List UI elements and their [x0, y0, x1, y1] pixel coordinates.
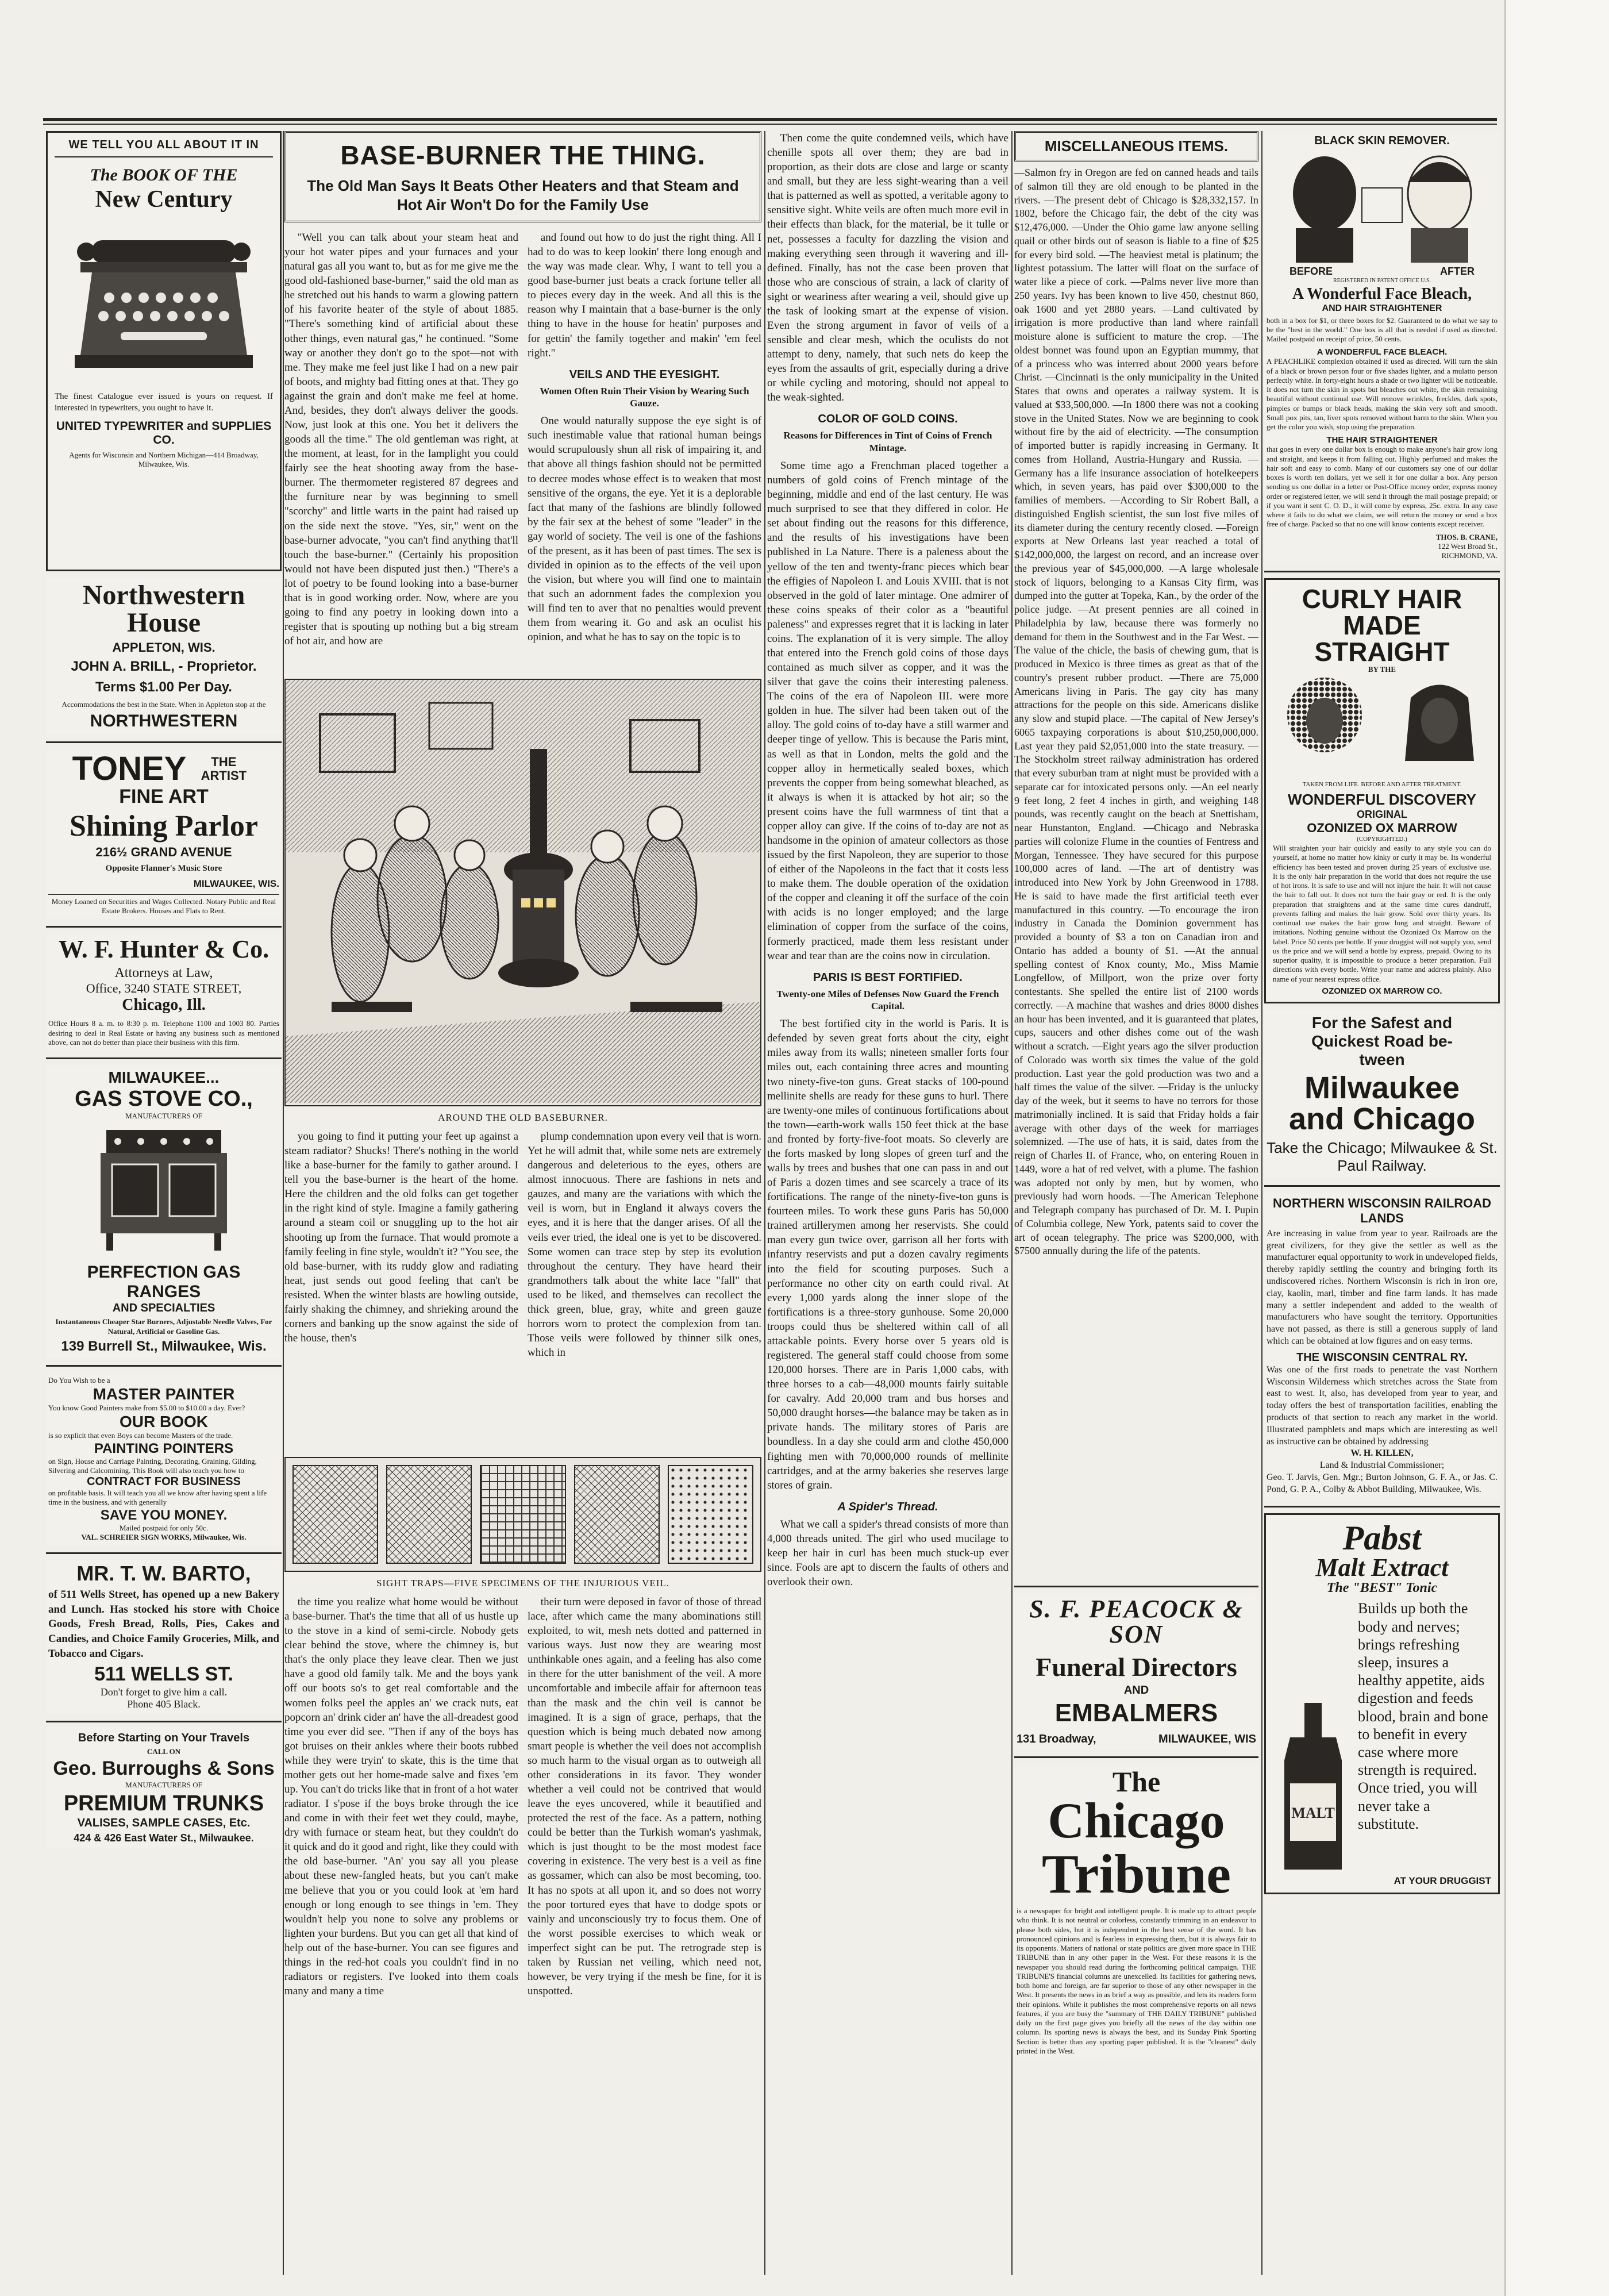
misc-title: MISCELLANEOUS ITEMS.	[1044, 137, 1229, 155]
baseburner-illustration	[284, 679, 761, 1106]
tribune-ad	[1014, 1764, 1258, 2059]
burroughs-intro: Before Starting on Your Travels	[78, 1732, 250, 1745]
bleach-title: BLACK SKIN REMOVER.	[1314, 134, 1450, 147]
family-scene-illustration	[286, 680, 760, 1103]
painter-book: OUR BOOK	[120, 1413, 208, 1431]
railway-line-1: For the Safest and	[1311, 1013, 1453, 1032]
hotel-city: APPLETON, WIS.	[112, 640, 215, 655]
column-1	[46, 131, 282, 2275]
bleach-before: BEFORE	[1289, 266, 1333, 277]
veils-deck: Women Often Ruin Their Vision by Wearing Such Gauze.	[540, 385, 749, 409]
typewriter-icon	[69, 217, 259, 384]
northern-title: NORTHERN WISCONSIN RAILROAD LANDS	[1272, 1195, 1492, 1225]
tribune-text: is a newspaper for bright and intelligent people. It is made up to attract people who think. It is not neutral or colorless, constantly trimming in an endeavor to please both sides, but it is independent in the best sense of the word. It has pronounced opinions and is fearless in expressing them, but it is always fair to its opponents. Matters of national or state politics are given more space in THE TRIBUNE than in any other paper in the West. For these reasons it is the newspaper you should read during the forthcoming political campaign. THE TRIBUNE'S financial columns are unexcelled. Its facilities for gathering news, both home and foreign, are far superior to those of any other newspaper in the West. It presents the news in as brief a way as possible, and lets its readers form their opinions. While it publishes the most comprehensive reports on all news features, if you are busy the "summary of THE DAILY TRIBUNE" published daily on the first page gives you briefly all the news of the day within one column. Its sporting news is always the best, and its Sunday Pink Sporting Section is better than any sporting paper published. It is the "cleanest" daily printed in the West.	[1017, 1906, 1256, 2055]
tribune-name-1: Chicago	[1048, 1793, 1225, 1849]
curly-text: Will straighten your hair quickly and easily to any style you can do yourself, at home no matter how kinky or curly it may be. Its wonderful efficiency has been tested and proven during 25 years of exclusive use. It is the only hair preparation in the world that does not require the use of hot irons. It is safe to use and will not injure the hair. It will not cause the hair to fall out. It does not turn the hair gray or red. It is the only preparation that straightens and at the same time cures dandruff, prevents falling and makes the hair grow. Sold over thirty years. Its continual use makes the hair grow long and straight. Beware of imitations. Nothing genuine without the Ozonized Ox Marrow on the label. Price 50 cents per bottle. If your druggist will not supply you, send us the price and we will send a bottle by express, prepaid. Owing to its superior quality, it is impossible to produce a better preparation. Full directions with every bottle. Write your name and address plainly. Also name of your nearest express office.	[1273, 844, 1491, 983]
pabst-ad	[1264, 1513, 1500, 1894]
paris-deck: Twenty-one Miles of Defenses Now Guard the French Capital.	[776, 988, 999, 1012]
article-top-block	[284, 230, 761, 673]
northern-sign-3: Geo. T. Jarvis, Gen. Mgr.; Burton Johnson, G. F. A., or Jas. C. Pond, G. P. A., Colby & Abbot Building, Milwaukee, Wis.	[1267, 1472, 1498, 1494]
burroughs-manuf: MANUFACTURERS OF	[125, 1780, 202, 1790]
gas-range-icon	[89, 1124, 238, 1256]
column-rule	[1011, 131, 1013, 2275]
gas-stove-ad	[46, 1065, 282, 1358]
railway-city-1: Milwaukee	[1304, 1070, 1460, 1105]
curly-title-2: MADE STRAIGHT	[1314, 610, 1450, 667]
pabst-name-2: Malt Extract	[1315, 1553, 1449, 1582]
pabst-name-1: Pabst	[1342, 1519, 1422, 1557]
veil-specimen	[292, 1465, 378, 1564]
curly-headline: WONDERFUL DISCOVERY	[1288, 791, 1476, 809]
ad-company: UNITED TYPEWRITER and SUPPLIES CO.	[56, 420, 272, 447]
railway-line-3: tween	[1359, 1050, 1405, 1068]
hotel-note: Accommodations the best in the State. When in Appleton stop at the	[61, 700, 266, 709]
hunter-office: Office, 3240 STATE STREET,	[86, 981, 242, 996]
toney-name: TONEY	[72, 750, 187, 788]
veils-text: plump condemnation upon every veil that is worn. Yet he will admit that, while some nets are extremely dangerous and deleterious to the eyes, others are almost innocuous. There are fashions in nets and gauzes, and many are the variations with which the veil is worn, but in England it always covers the eyes, and it is here that the danger arises. Of all the veils ever tried, the ideal one is yet to be discovered. Some women can trace step by step its evolution throughout the century. They have heard their grandmothers talk about the white lace "fall" that used to be liked, and themselves can recollect the thick green, blue, gray, white and green gauze horrors worn to protect the complexion from tan. Those veils were followed by thinner silk ones, which in	[528, 1130, 761, 1359]
ad-body: The finest Catalogue ever issued is yours on request. If interested in typewriters, you ought to have it.	[55, 392, 273, 413]
painter-save: SAVE YOU MONEY.	[100, 1507, 228, 1523]
peacock-line-2: EMBALMERS	[1054, 1699, 1218, 1727]
toney-fine-art: FINE ART	[119, 786, 209, 808]
pabst-tonic: The "BEST" Tonic	[1326, 1580, 1438, 1596]
bleach-text-2: A PEACHLIKE complexion obtained if used as directed. Will turn the skin of a black or brown person four or five shades lighter, and a mulatto person perfectly white. In forty-eight hours a shade or two lighter will be noticeable. It does not turn the skin in spots but bleaches out white, the skin remaining beautiful without continual use. Will remove wrinkles, freckles, dark spots, pimples or bumps or black heads, making the skin very soft and smooth. Small pox pits, tan, liver spots removed without harm to the skin. When you get the color you wish, stop using the preparation.	[1267, 357, 1498, 431]
article-middle-block	[284, 1129, 761, 1451]
barto-ad	[46, 1560, 282, 1714]
ad-book-title: The BOOK OF THE	[90, 166, 238, 184]
column-rule	[1261, 131, 1262, 2275]
peacock-line-1: Funeral Directors	[1036, 1652, 1237, 1682]
toney-opposite: Opposite Flanner's Music Store	[105, 864, 222, 874]
paris-text: The best fortified city in the world is Paris. It is defended by seven great forts about the city, eight miles away from its walls; nineteen smaller forts four miles out, each containing three acres and mounting two ninety-five-ton guns. Great stacks of 100-pound mellinite shells are ready for these guns to hurl. There are twenty-one miles of continuous fortifications about the town—earth-work walls 150 feet thick at the base and fronted by forty-five-foot moats. So cleverly are the forts masked by long slopes of green turf and the walls by trees and bushes that one can pass in and out of Paris a dozen times and see scarcely a trace of its fortifications. The range of the ninety-five-ton guns is fourteen miles. To work these guns Paris has 50,000 trained artillerymen among her reservists. She could man every gun twice over, garrison all her forts with infantry reservists and put a dozen cavalry regiments into the field for scouting purposes. Such a performance no other city on earth could rival. At every 1,000 yards along the inner slope of the fortifications is a three-story gunhouse. Some 20,000 troops could thus be sheltered within call of all attackable points. Every horse over 5 years old is registered. The general staff could choose from some 120,000 horses. There are in Paris 1,000 cabs, with three horses to a cab—48,000 mounts fairly suitable for cavalry. Add 20,000 tram and bus horses and 50,000 draught horses—the balance may be taken as in private hands. The military stores of Paris are boundless. In a day she could arm and clothe 450,000 fighting men with 70,000,000 rounds of mellinite cartridges, and at the army bakeries she reserves large stores of grain.	[767, 1018, 1008, 1491]
hair-portrait-icon	[1279, 675, 1485, 778]
painter-mailed: Mailed postpaid for only 50c.	[119, 1523, 209, 1532]
veils-text: their turn were deposed in favor of those of thread lace, after which came the many abominations still exploited, to wit, mesh nets dotted and patterned in various ways. Just now they are wearing most unthinkable ones again, and a feeling has also come in there for the utter banishment of the veil. A more uncomfortable and imbecile affair for afternoon teas than the mask and the chin veil is cannot be imagined. It is a sign of grace, perhaps, that the question which is being much debated now among smart people is whether the veil does not accomplish so much harm to the visual organ as to outweigh all other considerations in its favor. They wonder whether a veil could not be contrived that would leave the eyes uncovered, while it beautified and protected the rest of the face. As a pattern, nothing could be better than the Turkish woman's yashmak, which is just thought to be the most modest face covering in existence. The very best is a veil as fine as gossamer, which can also be most becoming, too. It has no spots at all upon it, and so does not worry the poor tortured eyes that have to dodge spots or vainly and unconsciously try to focus them. One of the worst possible exercises to which weak or imperfect sight can be put. The retrograde step is taken by Russian net veiling, which need not, however, be very trying if the mesh be fine, for it is unspotted.	[528, 1596, 761, 1998]
railway-ad	[1264, 1010, 1500, 1178]
article-headline-box	[284, 131, 761, 222]
bleach-registered: REGISTERED IN PATENT OFFICE U.S.	[1333, 278, 1431, 284]
peacock-name: S. F. PEACOCK & SON	[1029, 1595, 1244, 1648]
painter-text-4: on profitable basis. It will teach you all we know after having spent a life time in the business, and with generally	[48, 1489, 267, 1507]
northern-lands-ad	[1264, 1193, 1500, 1499]
gold-coins-title: COLOR OF GOLD COINS.	[818, 413, 958, 426]
misc-items-block	[1014, 166, 1258, 1580]
barto-line-1: Don't forget to give him a call.	[100, 1686, 228, 1698]
peacock-city: MILWAUKEE, WIS	[1158, 1733, 1256, 1745]
bleach-headline: A Wonderful Face Bleach,	[1292, 284, 1472, 303]
column-rule	[283, 131, 284, 2275]
column-5	[1264, 131, 1500, 2275]
before-after-portrait-icon	[1273, 148, 1491, 263]
stove-title-1: MILWAUKEE...	[108, 1068, 220, 1086]
column-4	[1014, 131, 1258, 2275]
ad-agents: Agents for Wisconsin and Northern Michigan—414 Broadway, Milwaukee, Wis.	[69, 451, 259, 469]
northern-sign-2: Land & Industrial Commissioner;	[1319, 1460, 1445, 1471]
bleach-title-3: THE HAIR STRAIGHTENER	[1326, 435, 1438, 445]
railway-line-2: Quickest Road be-	[1311, 1032, 1453, 1050]
veil-specimen	[480, 1465, 565, 1564]
burroughs-address: 424 & 426 East Water St., Milwaukee.	[74, 1832, 254, 1844]
barto-name: MR. T. W. BARTO,	[76, 1562, 251, 1585]
column-3	[767, 131, 1008, 2275]
northwestern-house-ad	[46, 578, 282, 734]
northern-central: THE WISCONSIN CENTRAL RY.	[1296, 1351, 1468, 1364]
article-text: you going to find it putting your feet up against a steam radiator? Shucks! There's nothing in the world like a base-burner for the family to gather around. I tell you the base-burner is the heart of the home. Here the children and the old folks can get together in the right kind of style. Imagine a family gathering around a steam coil or snuggling up to the hot air shooting up from the furnace. That would promote a family feeling in fine style, wouldn't it? "You see, the old base-burner, with its ruddy glow and radiating heat, just sends out good feeling that can't be resisted. When the winter blasts are howling outside, fairly shaking the chimney, and shrieking around the corners and banking up the snow against the side of the house, then's	[284, 1130, 518, 1345]
painter-sign: VAL. SCHREIER SIGN WORKS, Milwaukee, Wis.	[81, 1532, 247, 1541]
painter-pointers: PAINTING POINTERS	[94, 1440, 234, 1456]
veils-text: One would naturally suppose the eye sight is of such inestimable value that rational human beings would scrupulously shun all risk of impairing it, and that above all things fashion should not be permitted to decree modes whose effect is to weaken that most sensitive of the organs, the eye. Yet it is a deplorable fact that many of the fashions are blindly followed by the fair sex at the behest of some "leader" in the gay world of society. The veil is one of the fashions of the present, as it has been of past times. The sex is divided in opinion as to the effects of the veil upon the vision, but where you will find one to maintain that such an adornment fades the complexion you will find ten to aver that no penalties would prevent them from wearing it. Go and ask an oculist his opinion, and what he has to say on the topic is to	[528, 415, 761, 644]
stove-product: PERFECTION GAS RANGES	[87, 1263, 241, 1302]
curly-address: OZONIZED OX MARROW CO.	[1322, 986, 1442, 996]
column-2	[284, 131, 761, 2275]
barto-line-2: Phone 405 Black.	[127, 1698, 201, 1710]
painter-ad	[46, 1372, 282, 1545]
burroughs-line: VALISES, SAMPLE CASES, Etc.	[77, 1816, 251, 1829]
burroughs-call: CALL ON	[147, 1747, 181, 1756]
stove-sub: MANUFACTURERS OF	[125, 1112, 202, 1120]
bleach-sign-city: RICHMOND, VA.	[1441, 551, 1498, 560]
curly-by-the: BY THE	[1368, 665, 1396, 674]
tribune-the: The	[1112, 1766, 1161, 1798]
pabst-text: Builds up both the body and nerves; brings refreshing sleep, insures a healthy appetite, aids digestion and feeds blood, brain and bone to benefit in every case where more strength is required. Once tried, you will never take a substitute.	[1358, 1600, 1488, 1832]
northern-sign: W. H. KILLEN,	[1350, 1448, 1414, 1459]
painter-contract: CONTRACT FOR BUSINESS	[87, 1475, 241, 1488]
painter-intro: Do You Wish to be a	[48, 1375, 110, 1384]
bleach-text-3: that goes in every one dollar box is enough to make anyone's hair grow long and straight, and keeps it from falling out. Highly perfumed and makes the hair soft and easy to comb. Many of our customers say one of our dollar boxes is worth ten dollars, yet we sell it for one dollar a box. Any person sending us one dollar in a letter or Post-Office money order, express money order or registered letter, we will send it through the mail postage prepaid; or if you want it sent C. O. D., it will come by express, 25c. extra. In any case where it fails to do what we claim, we will return the money or send a box free of charge. Packed so that no one will know contents except receiver.	[1267, 445, 1498, 529]
stove-title-2: GAS STOVE CO.,	[75, 1087, 253, 1111]
page-margin	[1504, 0, 1609, 2296]
veil-specimen	[386, 1465, 472, 1564]
stove-details: Instantaneous Cheaper Star Burners, Adjustable Needle Valves, For Natural, Artificial or Gasoline Gas.	[55, 1317, 272, 1336]
painter-title: MASTER PAINTER	[93, 1385, 235, 1403]
masthead-rule-thin	[43, 124, 1497, 125]
curly-caption: TAKEN FROM LIFE. BEFORE AND AFTER TREATMENT.	[1302, 780, 1462, 788]
tribune-name-2: Tribune	[1042, 1843, 1231, 1905]
barto-address: 511 WELLS ST.	[94, 1663, 233, 1686]
toney-ad	[46, 749, 282, 919]
spider-title: A Spider's Thread.	[837, 1500, 938, 1513]
stove-address: 139 Burrell St., Milwaukee, Wis.	[61, 1338, 267, 1354]
article-headline: BASE-BURNER THE THING.	[340, 140, 706, 170]
burroughs-ad	[46, 1728, 282, 1848]
curly-product: OZONIZED OX MARROW	[1307, 821, 1457, 836]
veils-title: VEILS AND THE EYESIGHT.	[569, 368, 720, 381]
veils-caption: SIGHT TRAPS—FIVE SPECIMENS OF THE INJURIOUS VEIL.	[376, 1578, 670, 1589]
ad-book-title-2: New Century	[95, 186, 233, 213]
hotel-name: Northwestern House	[82, 580, 245, 638]
stove-specialties: AND SPECIALTIES	[112, 1302, 215, 1315]
burroughs-name: Geo. Burroughs & Sons	[53, 1757, 275, 1780]
article-text: "Well you can talk about your steam heat and your hot water pipes and your furnaces and your natural gas all you want to, but as for me give me the good old-fashioned base-burner," said the old man as he stretched out his hands to warm a glowing pattern of his favorite heater of the style of about 1885. "There's something kind of artificial about these other things, even natural gas," he continued. "Some way or another they don't go to the spot—not with me. They make me feel just like I had on a new pair of boots, and mighty bad fitting ones at that. They go against the grain and don't make me feel at home. And, besides, they don't always deliver the goods. Now, just look at this one. You bet it delivers the goods all the time." The old gentleman was right, at the moment, at least, for in the lamplight you could fairly see the heat shooting away from the base-burner. The thermometer registered 87 degrees and the furniture near by was beginning to smell "scorchy" and little warts in the paint had raised up on the side next the stove. "Yes, sir," went on the base-burner advocate, "you can't find anything that'll touch the base-burner." (Certainly his proposition would not have been disputed just then.) "There's a lot of poetry to be found looking into a base-burner that is in good working order. Now, where are you going to find any poetry in looking down into a register that is spouting up nothing but a big stream of hot air, and how are	[284, 232, 518, 648]
hunter-city: Chicago, Ill.	[122, 996, 206, 1014]
paris-title: PARIS IS BEST FORTIFIED.	[813, 971, 963, 984]
curly-hair-ad	[1264, 578, 1500, 1003]
veils-continued: Then come the quite condemned veils, which have chenille spots all over them; they are bad in proportion, as their dots are close and large or scanty and small, but they are less sight-wearing than a veil that is patterned as well as spotted, a veritable agony to sensitive sight. White veils are often much more evil in their effects than black, for the material, be it tulle or net, possesses a faculty for dazzling the vision and making everything seen through it wavering and ill-defined. Finally, has not the case been proven that those who are conscious of strain, a lack of clarity of sight or weariness after wearing a veil, should give up the task of looking smart at the expense of vision. Even the strong argument in favor of veils of a sensible and clear mesh, which the oculists do not attempt to deny, namely, that such nets do keep the eyes from the assaults of grit, especially during a drive or while cycling and motoring, should not appeal to the weak-sighted.	[767, 132, 1008, 404]
masthead-rule	[43, 118, 1497, 121]
peacock-ad	[1014, 1593, 1258, 1749]
toney-the-artist: THE ARTIST	[201, 755, 247, 783]
hunter-name: W. F. Hunter & Co.	[58, 935, 270, 964]
toney-address: 216½ GRAND AVENUE	[95, 845, 232, 860]
burroughs-product: PREMIUM TRUNKS	[63, 1791, 264, 1816]
hotel-proprietor: JOHN A. BRILL, - Proprietor.	[71, 659, 257, 674]
toney-shining: Shining Parlor	[70, 810, 258, 843]
article-bottom-block	[284, 1595, 761, 2032]
hunter-hours: Office Hours 8 a. m. to 8:30 p. m. Telephone 1100 and 1003 80. Parties desiring to deal in Real Estate or having any business such as mentioned above, can not do better than place their business with this firm.	[48, 1019, 279, 1047]
veils-illustration	[284, 1457, 761, 1572]
hotel-footer: NORTHWESTERN	[90, 712, 238, 731]
curly-original: ORIGINAL	[1357, 809, 1407, 821]
gold-coins-deck: Reasons for Differences in Tint of Coins of French Mintage.	[783, 430, 992, 453]
curly-copyright: (COPYRIGHTED.)	[1357, 836, 1407, 843]
railway-take: Take the Chicago; Milwaukee & St. Paul Railway.	[1267, 1139, 1498, 1174]
malt-bottle-icon	[1273, 1703, 1353, 1875]
pabst-druggist: AT YOUR DRUGGIST	[1394, 1875, 1491, 1887]
peacock-and: AND	[1123, 1684, 1149, 1697]
svg-text:MALT: MALT	[1291, 1805, 1335, 1822]
veil-specimen	[668, 1465, 753, 1564]
bleach-sign-addr: 122 West Broad St.,	[1438, 541, 1498, 551]
bleach-sub: AND HAIR STRAIGHTENER	[1322, 303, 1442, 313]
gold-coins-text: Some time ago a Frenchman placed together a numbers of gold coins of French mintage of the beginning, middle and end of the last century. He was much surprised to see that they differed in color. He set about finding out the reasons for this difference, and the results of his investigations have been published in La Nature. There is a paleness about the yellow of the ten and twenty-franc pieces which bear the effigies of Napoleon I. and Louis XVIII. that is not observed in the gold of later mintage. One admirer of these coins speaks of their color as a "beautiful paleness" and expresses regret that it is lacking in later coins. The explanation of it is very simple. The alloy that entered into the French gold coins of those days contained as much silver as copper, and it was the silver that gave the coins their interesting paleness. The coins of the era of Napoleon III. were more golden in hue. The silver had been taken out of the alloy. The gold coins of to-day have a still warmer and deeper tinge of yellow. This is because the Paris mint, as well as that in London, melts the gold and the copper alloy in hermetically sealed boxes, which prevents the copper from being somewhat bleached, as it always is when it is attacked by hot air; so the present coins have the full warmness of tint that a copper alloy can give. If the coins of to-day are not as handsome in the opinion of amateur collectors as those issued by the first Napoleon, they are superior to those of either of the Napoleons in the fact that it costs less to make them. The double operation of the oxidation of the copper and cleaning it off the surface of the coin with acids is no longer employed; and the large elimination of copper from the surface of the coins, formerly practiced, made them less resistant under wear and tear than are the coins now in circulation.	[767, 459, 1008, 962]
article-text: and found out how to do just the right thing. All I had to do was to keep lookin' there long enough and the way was made clear. Why, I want to tell you a good base-burner just beats a crack fortune teller all to pieces every day in the week. And all this is the reason why I maintain that a base-burner is the only thing to have in the house for heatin' purposes and for gettin' the family together and makin' 'em feel right."	[528, 232, 761, 359]
bleach-title-2: A WONDERFUL FACE BLEACH.	[1317, 347, 1448, 357]
curly-title-1: CURLY HAIR	[1302, 584, 1462, 614]
toney-city: MILWAUKEE, WIS.	[193, 878, 279, 889]
hunter-ad	[46, 933, 282, 1051]
misc-title-box	[1014, 131, 1258, 161]
ad-tagline: WE TELL YOU ALL ABOUT IT IN	[55, 139, 273, 157]
veil-specimen	[574, 1465, 660, 1564]
bleach-ad	[1264, 131, 1500, 564]
column-rule	[764, 131, 765, 2275]
bleach-sign: THOS. B. CRANE,	[1435, 532, 1498, 541]
century-ad	[46, 131, 282, 571]
spider-text: What we call a spider's thread consists of more than 4,000 threads united. The girl who used mucilage to keep her hair in curl has been much stuck-up ever since. Fools are apt to discern the faults of others and overlook their own.	[767, 1518, 1008, 1589]
painter-text-1: You know Good Painters make from $5.00 to $10.00 a day. Ever?	[48, 1403, 245, 1412]
illustration-caption: AROUND THE OLD BASEBURNER.	[438, 1112, 608, 1123]
northern-text: Are increasing in value from year to year. Railroads are the great civilizers, for they give the settler as well as the manufacturer equal opportunity to work in undeveloped fields, thereby rapidly settling the country and bringing forth its undiscovered riches. Northern Wisconsin is rich in iron ore, clay, kaolin, marl, timber and fine farm lands. It has made many a settler independent and added to the wealth of manufacturers who have sought the territory. Opportunities have not passed, as there is still a generous supply of land which can be obtained at low figures and on easy terms.	[1267, 1228, 1498, 1346]
toney-money: Money Loaned on Securities and Wages Collected. Notary Public and Real Estate Brokers. Houses and Flats to Rent.	[48, 894, 279, 916]
bleach-after: AFTER	[1440, 266, 1475, 277]
article-text: the time you realize what home would be without a base-burner. That's the time that all of us hustle up to the stove in a kind of semi-circle. Nobody gets clear behind the stove, where the chimney is, but that's the only place they leave clear. Then we just have a good old family talk. Me and the boys yank off our boots so's to get real comfortable and the women folks peel the apples an' we crack nuts, eat popcorn an' drink cider an' have the all-dreadest good time you ever did see. "Then if any of the boys has got bruises on their ankles where their boots rubbed while they were tryin' to skate, this is the time that mother gets out her home-made salve and fixes 'em up. You can't do tricks like that in front of a hot water radiator. I s'pose if the boys broke through the ice and come in with their feet wet they could, maybe, dry with furnace or steam heat, but they couldn't do it quick and do it good and right, like they could with the old base-burner. "An' you say all you please about these new-fangled heats, but you can't make me believe that you or you could look at 'em hard enough or long enough to see things in 'em. They wouldn't help you none to solve any problems or lighten your burdens. But you can get all that kind of help out of the base-burner. You can see figures and things in the red-hot coals you couldn't find in no radiators or registers. I've looked into them coals many and many a time	[284, 1596, 518, 1998]
misc-items: —Salmon fry in Oregon are fed on canned heads and tails of salmon till they are old enough to be planted in the rivers. —The present debt of Chicago is $28,332,157. In 1802, before the Chicago fair, the debt of the city was $12,476,000. —Under the Ohio game law anyone selling quail or other birds out of season is liable to a fine of $25 for every bird sold. —The heaviest metal is platinum; the lightest potassium. The latter will float on the surface of water like a piece of cork. —Palms never live more than 250 years. Ivy has been known to live 450, chestnut 860, oak 1600 and yet 2880 years. —Land cultivated by irrigation is more productive than land where rainfall moisture alone is sufficient to mature the crop. —The oldest bonnet was found upon an Egyptian mummy, that of a princess who was interred about 2000 years before Christ. —Cincinnati is the only municipality in the United States that owns and operates a railway system. It is valued at $33,500,000. —In 1800 there was not a cooking stove in the United States. Now we are beginning to cook without fire by the aid of electricity. —The consumption of imported butter is rapidly increasing in Germany. It comes from Holland, Austria-Hungary and Russia. —Germany has a life insurance association of hotelkeepers which, in seven years, has paid over $300,000 to the families of members. —According to Sir Robert Ball, a distinguished English scientist, the sun lost five miles of its diameter during the century recently closed. —Foreign exports at New Orleans last year reached a total of $142,000,000, the largest on record, and an increase over the previous year of $45,000,000. —A large wholesale stock of liquors, belonging to a Kansas City firm, was dumped into the gutter at Topeka, Kan., by the order of the police judge. —At present pennies are all coined in Philadelphia by law, because there was formerly no demand for them in the Southwest and in the Far West. —The value of the chicle, the basis of chewing gum, that is produced in Mexico is three times as great as that of the country's present rubber product. —There are 75,000 Americans living in Paris. The gay city has many attractions for the people on this side. Americans dislike any slow and stupid place. —The capital of New Jersey's 6065 taxpaying corporations is about $10,250,000,000. Last year they paid $2,051,000 into the state treasury. —The Stockholm street railway administration has ordered that every suburban tram at night must be provided with a separate car for intoxicated persons only. —An eel nearly 9 feet long, 2 feet 4 inches in girth, and weighing 148 pounds, was recently caught on the beach at Snettisham, near Hunstanton, England. —Chicago and Nebraska parties will colonize Flume in the counties of Fentress and Morgan, Tennessee. They have secured for this purpose 100,000 acres of land. —The art of dentistry was introduced into New York by John Greenwood in 1788. He is said to have made the first artificial teeth ever manufactured in this country. —To encourage the iron industry in Canada the Dominion government has provided a bounty of $3 a ton on Canadian iron and Ontario has added a bounty of $1. —At the annual spelling contest of Knox county, Mo., Miss Mamie Longfellow, of Millport, won the prize over forty contestants. She spelled the entire list of 2100 words correctly. —A machine that washes and dries 8000 dishes an hour has been invented, and it is guaranteed that plates, cups, saucers and other dishes come out of the wash without a scratch. —Eight years ago the silver production of Colorado was worth six times the value of the gold production. Last year the gold production was two and a half times the value of the silver. —Friday is the unlucky day of the week, but it seems to have no terrors for those matrimonially inclined. It is said that Friday holds a fair average with other days of the week for marriages solemnized. —The use of hats, it is said, dates from the reign of Charles II. of France, who, on entering Rouen in 1449, wore a hat of red velvet, with a plume. The fashion was adopted not only by men, but by women, who previously had worn hoods. —The American Telephone and Telegraph company has purchased of Dr. M. I. Pupin of Columbia college, New York, patents said to cover the art of ocean telegraphy. The price was $200,000, with $7500 annually during the life of the patents.	[1014, 167, 1258, 1257]
painter-text-3: on Sign, House and Carriage Painting, Decorating, Graining, Gilding, Silvering and Calcomining. This Book will also teach you how to	[48, 1456, 257, 1475]
peacock-address: 131 Broadway,	[1017, 1733, 1096, 1745]
hotel-terms: Terms $1.00 Per Day.	[95, 679, 232, 695]
northern-text-2: Was one of the first roads to penetrate the vast Northern Wisconsin Wilderness which stretches across the State from east to west. It, also, has developed from year to year, and today offers the best of transportation facilities, enabling the products of that section to reach any market in the world. Illustrated pamphlets and maps which are interesting as well as instructive can be obtained by addressing	[1267, 1364, 1498, 1447]
bleach-text-1: both in a box for $1, or three boxes for $2. Guaranteed to do what we say to be the "best in the world." One box is all that is needed if used as directed. Mailed postpaid on receipt of price, 50 cents.	[1267, 316, 1498, 343]
railway-city-2: and Chicago	[1288, 1101, 1476, 1136]
hunter-role: Attorneys at Law,	[114, 966, 213, 981]
article-subheadline: The Old Man Says It Beats Other Heaters and that Steam and Hot Air Won't Do for the Family Use	[307, 177, 739, 213]
painter-text-2: is so explicit that even Boys can become Masters of the trade.	[48, 1431, 233, 1440]
barto-body: of 511 Wells Street, has opened up a new Bakery and Lunch. Has stocked his store with Choice Goods, Fresh Bread, Rolls, Pies, Cakes and Candies, and Choice Family Groceries, Milk, and Tobacco and Cigars.	[48, 1589, 279, 1660]
